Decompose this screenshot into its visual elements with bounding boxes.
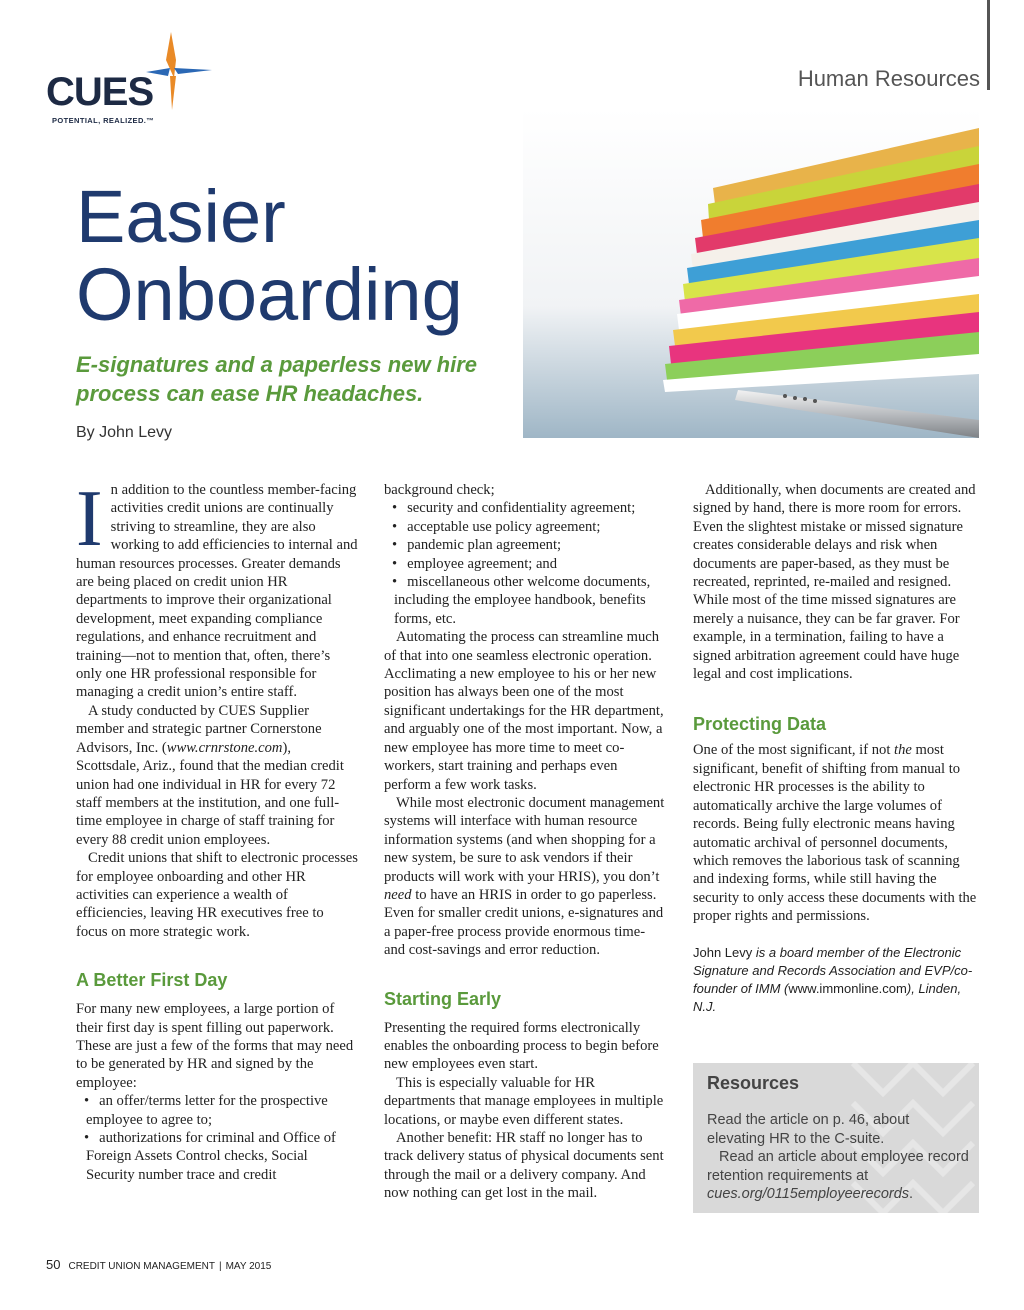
footer-separator: | [218,1261,222,1272]
imm-link[interactable]: www.immonline.com [788,980,907,996]
resources-line-1: Read the article on p. 46, about elevating HR to the C-suite. [707,1112,910,1147]
drop-cap: I [76,475,103,563]
presenting-paragraph: Presenting the required forms electronically enables the onboarding process to begin before new employees even start. [384,1019,659,1073]
list-item: • acceptable use policy agreement; [384,518,668,536]
resources-link[interactable]: cues.org/0115employeerecords [707,1186,910,1202]
list-item: • pandemic plan agreement; [384,536,668,554]
column-1 [76,475,358,1184]
list-item: • authorizations for criminal and Office of Foreign Assets Control checks, Social Security number trace and credit [76,1129,358,1184]
author-bio: John Levy is a board member of the Electronic Signature and Records Association and EVP/co-founder of IMM (www.immonline.com), Linden, N.J. [693,944,973,1014]
list-continuation: background check; [384,482,495,498]
logo-wordmark: CUES [46,70,154,114]
resources-box [693,1063,979,1213]
column-3 [693,481,979,1016]
forms-list-2 [384,499,668,628]
list-item: • employee agreement; and [384,555,668,573]
logo-star-blue-right [174,68,212,74]
publication-name: CREDIT UNION MANAGEMENT [68,1261,215,1272]
logo-star-orange-bottom [170,76,176,110]
resources-title: Resources [707,1073,800,1093]
first-day-paragraph: For many new employees, a large portion of their first day is spent filling out paperwork. These are just a few of the forms that may need to be generated by HR and signed by the employee: [76,1001,354,1091]
page-number: 50 [46,1257,61,1272]
logo-tagline: POTENTIAL, REALIZED.™ [52,116,155,125]
list-item: • miscellaneous other welcome documents, including the employee handbook, benefits forms, etc. [384,573,668,628]
errors-paragraph: Additionally, when documents are created and signed by hand, there is more room for errors. Even the slightest mistake or missed signature creates considerable delays and risk when documents are paper-based, as they must be recreated, reprinted, re-mailed and resigned. While most of the time missed signatures are merely a nuisance, they can be far graver. For example, in a termination, failing to have a signed arbitration agreement could have huge legal and cost implications. [693,482,976,683]
folders-photo [523,108,979,438]
page-footer [46,1257,271,1272]
forms-list-1 [76,1092,358,1184]
list-item: • security and confidentiality agreement; [384,499,668,517]
heading-better-first-day: A Better First Day [76,970,228,991]
column-2 [384,481,668,1203]
article-title [76,175,463,336]
mail-paragraph: Another benefit: HR staff no longer has to track delivery status of physical documents sent through the mail or a delivery company. And now nothing can get lost in the mail. [384,1130,664,1202]
issue-date: MAY 2015 [225,1261,272,1272]
title-line-1: Easier [76,175,286,258]
efficiency-paragraph: Credit unions that shift to electronic processes for employee onboarding and other HR activities can experience a wealth of efficiencies, leaving HR executives free to focus on more strategic work. [76,850,358,940]
intro-paragraph: In addition to the countless member-facing activities credit unions are continually striving to streamline, they are also working to add efficiencies to internal and human resources processes. Greater demands are being placed on credit union HR departments to improve their organizational development, meet expanding compliance regulations, and enhance recruitment and training—not to mention that, often, there’s only one HR professional responsible for managing a credit union’s entire staff. [76,475,358,701]
title-line-2: Onboarding [76,253,463,336]
heading-protecting-data: Protecting Data [693,714,827,735]
multi-location-paragraph: This is especially valuable for HR departments that manage employees in multiple locations, or maybe even different states. [384,1074,664,1128]
byline: By John Levy [76,424,173,441]
heading-starting-early: Starting Early [384,988,502,1009]
study-paragraph: A study conducted by CUES Supplier member and strategic partner Cornerstone Advisors, Inc. (www.crnrstone.com), Scottsdale, Ariz., found that the median credit union had one individual in HR for every 72 staff members at the institution, and one full-time employee in charge of staff training for every 88 credit union employees. [76,702,344,848]
automating-paragraph: Automating the process can streamline much of that into one seamless electronic operation. Acclimating a new employee to his or her new position has always been one of the most significant undertakings for the HR department, and arguably one of the most important. Now, a new employee has more time to meet co-workers, start training and perhaps even perform a few work tasks. [384,629,664,793]
hris-paragraph: While most electronic document management systems will interface with human resource information systems (and when shopping for a new system, be sure to ask vendors if their products will work with your HRIS), you don’t need to have an HRIS in order to go paperless. Even for smaller credit unions, e-signatures and a paper-free process provide enormous time- and cost-savings and error reduction. [384,794,665,959]
cornerstone-link[interactable]: www.crnrstone.com [166,739,283,756]
section-label: Human Resources [797,66,980,91]
section-rule [987,0,990,90]
resources-body [707,1111,969,1204]
list-item: • an offer/terms letter for the prospective employee to agree to; [76,1092,358,1129]
protecting-paragraph: One of the most significant, if not the most significant, benefit of shifting from manual to electronic HR processes is the ability to automatically archive the large volumes of records. Being fully electronic means having automatic archival of personnel documents, which removes the laborious task of scanning and indexing forms, while still having the security to only access these documents with the proper rights and permissions. [693,742,977,925]
article-subtitle: E-signatures and a paperless new hire process can ease HR headaches. [76,352,478,406]
resources-line-2: Read an article about employee record retention requirements at cues.org/0115employeerecords. [707,1149,969,1202]
